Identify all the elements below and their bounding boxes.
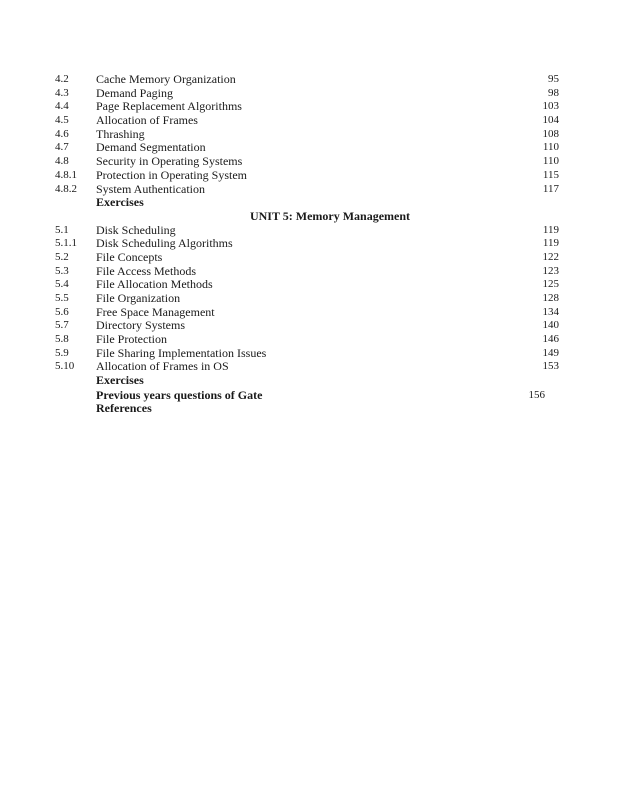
toc-entry: [55, 237, 565, 251]
references-label: References: [96, 401, 152, 416]
toc-entry: [55, 360, 565, 374]
page-number: 119: [542, 223, 559, 236]
page-number: 125: [542, 278, 559, 291]
section-number: 5.8: [55, 333, 69, 346]
section-title: Directory Systems: [96, 318, 185, 333]
section-title: File Protection: [96, 332, 167, 347]
section-title: Allocation of Frames: [96, 113, 198, 128]
section-number: 5.9: [55, 346, 69, 359]
toc-entry: [55, 347, 565, 361]
toc-entry: [55, 306, 565, 320]
section-number: 4.3: [55, 86, 69, 99]
section-number: 5.6: [55, 305, 69, 318]
page-number: 153: [542, 360, 559, 373]
section-number: 4.2: [55, 73, 69, 85]
section-title: Security in Operating Systems: [96, 154, 243, 169]
section-title: System Authentication: [96, 181, 205, 196]
page-number: 140: [542, 319, 559, 332]
section-number: 4.5: [55, 114, 69, 127]
section-number: 5.3: [55, 264, 69, 277]
toc-entry: [55, 114, 565, 128]
page-number: 146: [542, 333, 559, 346]
section-number: 5.2: [55, 250, 69, 263]
section-number: 5.10: [55, 360, 75, 373]
section-title: Cache Memory Organization: [96, 72, 236, 86]
section-number: 4.6: [55, 127, 69, 140]
section-number: 4.8.1: [55, 168, 77, 181]
page-number: 98: [548, 86, 559, 99]
toc-entry: [55, 128, 565, 142]
toc-entry: [55, 73, 565, 87]
toc-entry: [55, 87, 565, 101]
toc-entry-references: [55, 402, 565, 416]
toc-entry-exercises-unit5: [55, 374, 565, 388]
section-title: Demand Segmentation: [96, 140, 206, 155]
page-number: 134: [542, 305, 559, 318]
section-number: 5.5: [55, 292, 69, 304]
section-title: Protection in Operating System: [96, 167, 247, 182]
gate-questions-title: Previous years questions of Gate: [96, 387, 263, 402]
section-title: Disk Scheduling: [96, 222, 176, 237]
exercises-label: Exercises: [96, 195, 144, 210]
section-title: Page Replacement Algorithms: [96, 99, 242, 114]
page-number: 149: [542, 346, 559, 359]
toc-entry-exercises-unit4: [55, 196, 565, 210]
section-title: File Allocation Methods: [96, 277, 213, 292]
page-number: 110: [542, 141, 559, 154]
section-title: Free Space Management: [96, 304, 215, 319]
page-number: 115: [542, 168, 559, 181]
section-number: 5.1: [55, 223, 69, 236]
page-number: 95: [548, 73, 559, 85]
section-number: 5.7: [55, 319, 69, 332]
unit5-section-list: [55, 224, 565, 375]
table-of-contents: [55, 73, 565, 416]
section-number: 4.4: [55, 100, 69, 113]
page-number: 123: [542, 264, 559, 277]
unit5-heading: UNIT 5: Memory Management: [249, 208, 411, 223]
page-number: 108: [542, 127, 559, 140]
section-title: File Sharing Implementation Issues: [96, 345, 267, 360]
toc-entry: [55, 183, 565, 197]
section-number: 4.8: [55, 155, 69, 168]
toc-entry: [55, 292, 565, 306]
page-number: 110: [542, 155, 559, 168]
toc-entry: [55, 100, 565, 114]
gate-questions-page: 156: [528, 388, 545, 401]
section-number: 5.1.1: [55, 237, 77, 250]
page-number: 103: [542, 100, 559, 113]
page-number: 117: [542, 182, 559, 195]
toc-entry: [55, 251, 565, 265]
toc-entry: [55, 333, 565, 347]
page-number: 122: [542, 250, 559, 263]
section-title: File Concepts: [96, 249, 163, 264]
unit4-section-list: [55, 73, 565, 196]
toc-entry: [55, 155, 565, 169]
section-number: 4.7: [55, 141, 69, 154]
page-number: 104: [542, 114, 559, 127]
section-title: File Organization: [96, 291, 181, 305]
section-number: 5.4: [55, 278, 69, 291]
toc-entry: [55, 224, 565, 238]
toc-entry: [55, 141, 565, 155]
toc-entry: [55, 169, 565, 183]
page-number: 119: [542, 237, 559, 250]
toc-entry: [55, 265, 565, 279]
section-title: Demand Paging: [96, 85, 173, 100]
toc-entry: [55, 278, 565, 292]
toc-entry: [55, 319, 565, 333]
section-title: Disk Scheduling Algorithms: [96, 236, 233, 251]
page-number: 128: [542, 292, 559, 304]
section-title: Thrashing: [96, 126, 145, 141]
toc-entry-gate-questions: [55, 388, 565, 402]
section-number: 4.8.2: [55, 182, 77, 195]
section-title: Allocation of Frames in OS: [96, 359, 229, 374]
exercises-label: Exercises: [96, 373, 144, 388]
section-title: File Access Methods: [96, 263, 196, 278]
